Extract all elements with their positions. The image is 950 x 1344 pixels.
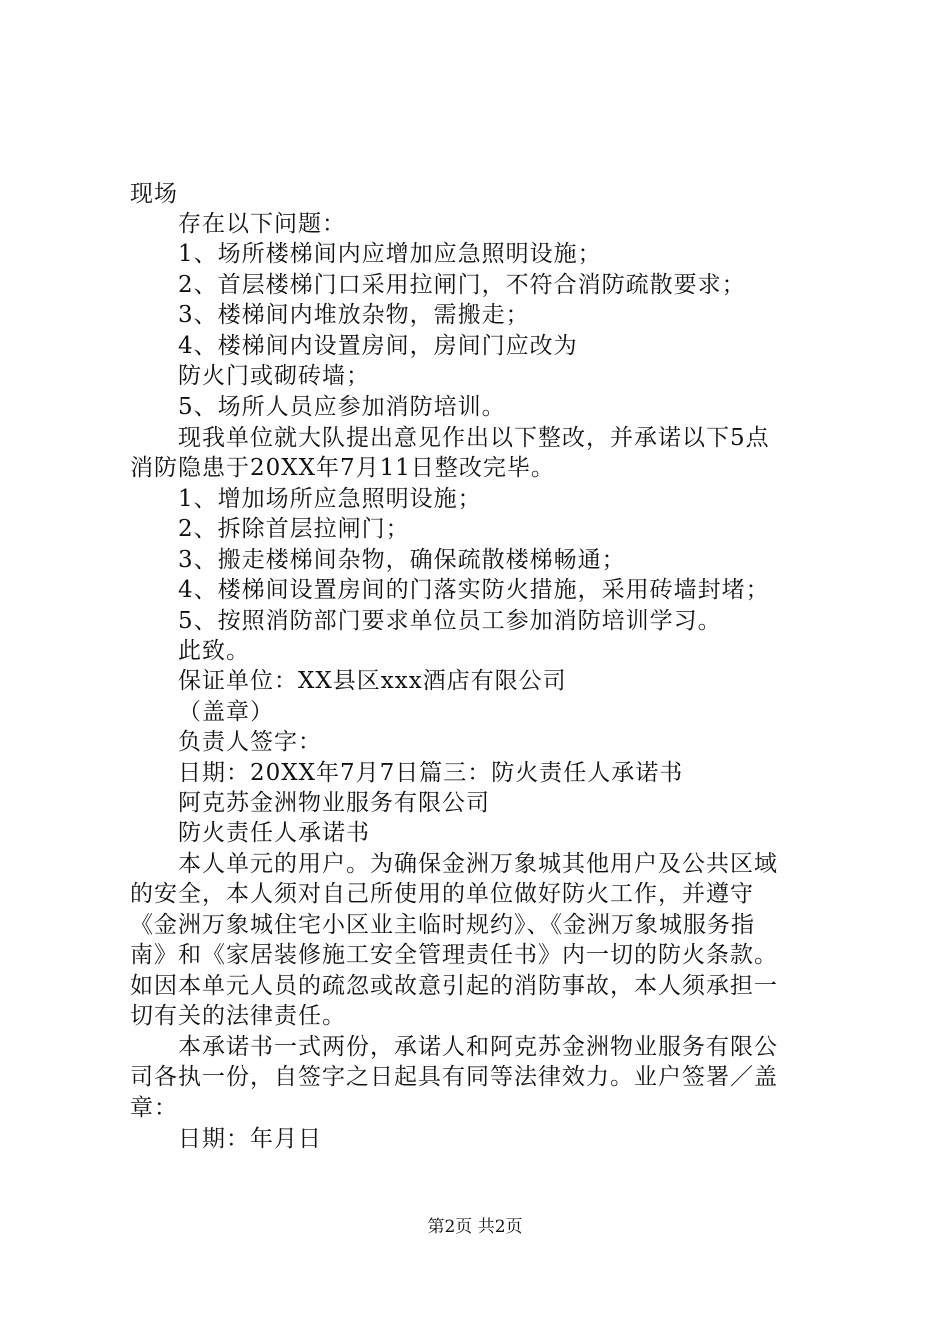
text-line: 1、增加场所应急照明设施； xyxy=(178,486,482,512)
text-line: 防火门或砌砖墙； xyxy=(178,363,370,389)
text-line: （盖章） xyxy=(178,699,274,725)
text-line: 保证单位：XX县区xxx酒店有限公司 xyxy=(178,668,567,694)
text-line: 2、首层楼梯门口采用拉闸门，不符合消防疏散要求； xyxy=(178,272,746,298)
text-line: 的安全，本人须对自己所使用的单位做好防火工作，并遵守 xyxy=(130,881,754,907)
text-line: 现场 xyxy=(130,181,178,207)
text-line: 南》和《家居装修施工安全管理责任书》内一切的防火条款。 xyxy=(130,942,778,968)
text-line: 4、楼梯间内设置房间，房间门应改为 xyxy=(178,333,578,359)
text-line: 本人单元的用户。为确保金洲万象城其他用户及公共区域 xyxy=(178,851,778,877)
text-line: 2、拆除首层拉闸门； xyxy=(178,516,410,542)
text-line: 阿克苏金洲物业服务有限公司 xyxy=(178,790,490,816)
text-line: 切有关的法律责任。 xyxy=(130,1003,346,1029)
text-line: 防火责任人承诺书 xyxy=(178,820,370,846)
text-line: 日期：20XX年7月7日篇三：防火责任人承诺书 xyxy=(178,760,684,786)
text-line: 此致。 xyxy=(178,638,250,664)
text-line: 存在以下问题： xyxy=(178,211,346,237)
text-line: 现我单位就大队提出意见作出以下整改，并承诺以下5点 xyxy=(178,425,770,451)
text-line: 1、场所楼梯间内应增加应急照明设施； xyxy=(178,241,602,267)
text-line: 4、楼梯间设置房间的门落实防火措施，采用砖墙封堵； xyxy=(178,577,770,603)
page-footer: 第2页 共2页 xyxy=(427,1217,523,1237)
text-line: 日期：年月日 xyxy=(178,1126,322,1152)
text-line: 本承诺书一式两份，承诺人和阿克苏金洲物业服务有限公 xyxy=(178,1034,778,1060)
text-line: 3、搬走楼梯间杂物，确保疏散楼梯畅通； xyxy=(178,547,626,573)
text-line: 负责人签字： xyxy=(178,729,322,755)
text-line: 5、场所人员应参加消防培训。 xyxy=(178,394,506,420)
text-line: 5、按照消防部门要求单位员工参加消防培训学习。 xyxy=(178,608,722,634)
text-line: 章： xyxy=(130,1095,178,1121)
text-line: 消防隐患于20XX年7月11日整改完毕。 xyxy=(130,455,555,481)
text-line: 如因本单元人员的疏忽或故意引起的消防事故，本人须承担一 xyxy=(130,973,778,999)
text-line: 3、楼梯间内堆放杂物，需搬走； xyxy=(178,302,530,328)
text-line: 《金洲万象城住宅小区业主临时规约》、《金洲万象城服务指 xyxy=(130,912,755,938)
text-line: 司各执一份，自签字之日起具有同等法律效力。业户签署／盖 xyxy=(130,1064,778,1090)
